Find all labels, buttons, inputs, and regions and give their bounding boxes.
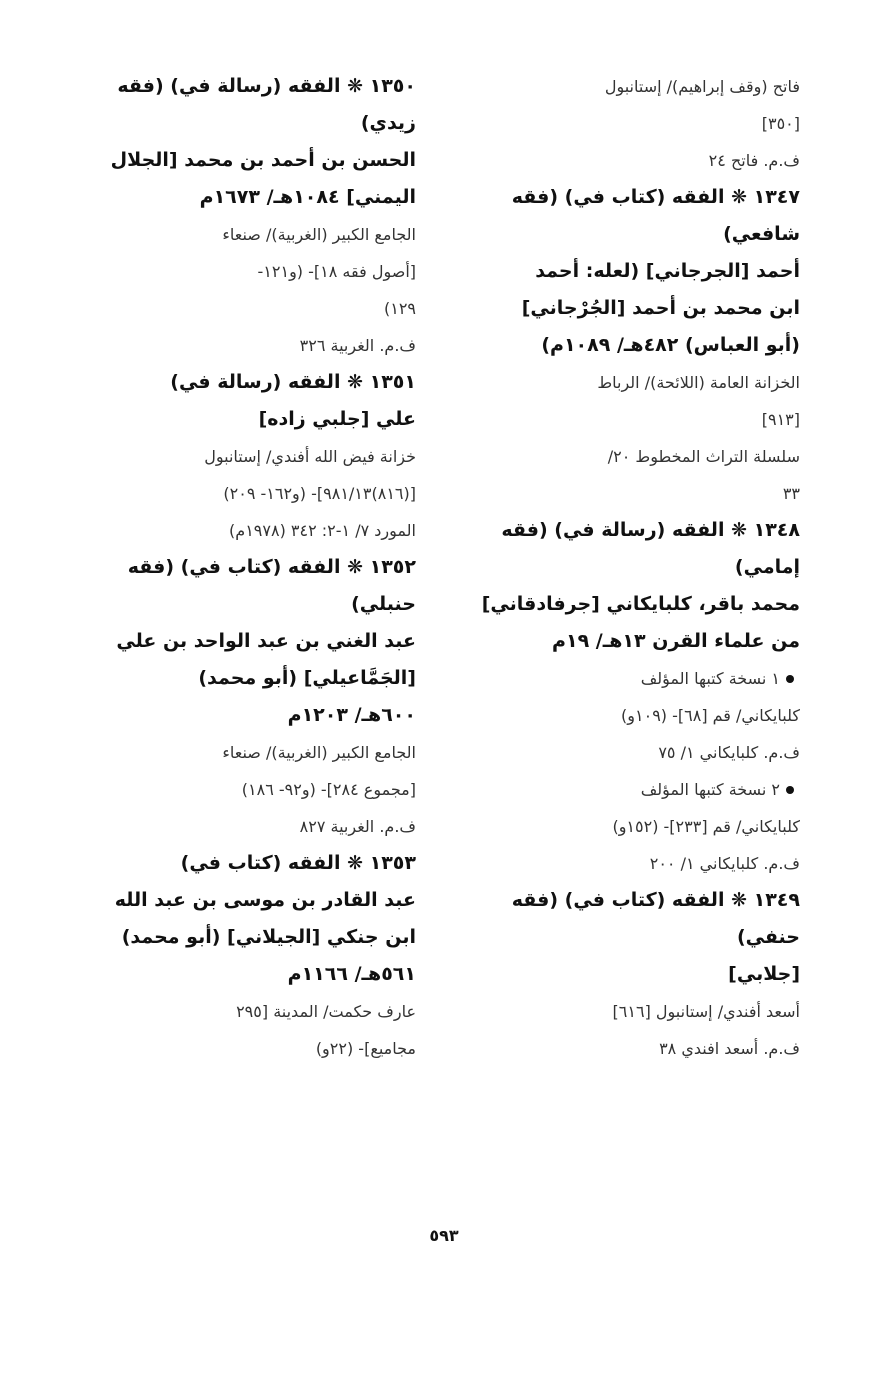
entry-1347 xyxy=(468,179,800,512)
entry-1351 xyxy=(76,364,416,549)
author-line: أحمد [الجرجاني] (لعله: أحمد xyxy=(535,260,800,282)
author-line: [جلابي] xyxy=(728,963,800,985)
copy-label xyxy=(468,771,800,808)
source-line: [٩١٣] xyxy=(761,410,800,429)
source-line: فاتح (وقف إبراهيم)/ إستانبول xyxy=(604,77,800,96)
source-line: [٣٥٠] xyxy=(761,114,800,133)
reference-line: ف.م. الغربية ٣٢٦ xyxy=(299,336,416,355)
entry-heading: ١٣٤٨ ❋ الفقه (رسالة في) (فقه xyxy=(501,519,800,541)
author-line: ٥٦١هـ/ ١١٦٦م xyxy=(287,963,416,985)
reference-line: ف.م. أسعد افندي ٣٨ xyxy=(659,1039,800,1058)
author-line: من علماء القرن ١٣هـ/ ١٩م xyxy=(552,630,800,652)
author-line: (أبو العباس) ٤٨٢هـ/ ١٠٨٩م) xyxy=(541,334,800,356)
author-line: ابن محمد بن أحمد [الجُرْجاني] xyxy=(521,297,800,319)
entry-heading: ١٣٤٧ ❋ الفقه (كتاب في) (فقه xyxy=(511,186,800,208)
source-line: [(٨١٦)٩٨١/١٣]- (و١٦٢- ٢٠٩) xyxy=(223,484,416,503)
source-line: [مجموع ٢٨٤]- (و٩٢- ١٨٦) xyxy=(241,780,416,799)
reference-line: المورد ٧/ ١-٢: ٣٤٢ (١٩٧٨م) xyxy=(229,521,416,540)
left-column xyxy=(76,68,416,1067)
copy-location: كلبايكاني/ قم [٦٨]- (١٠٩و) xyxy=(621,706,800,725)
entry-heading: ١٣٤٩ ❋ الفقه (كتاب في) (فقه xyxy=(511,889,800,911)
entry-heading: حنبلي) xyxy=(351,593,416,615)
source-line: مجاميع]- (٢٢و) xyxy=(315,1039,416,1058)
reference-line: ف.م. الغربية ٨٢٧ xyxy=(299,817,416,836)
entry-heading: ١٣٥٢ ❋ الفقه (كتاب في) (فقه xyxy=(127,556,416,578)
entry-heading: شافعي) xyxy=(723,223,800,245)
right-column xyxy=(468,68,800,1067)
source-line: ٣٣ xyxy=(782,484,800,503)
source-line: عارف حكمت/ المدينة [٢٩٥ xyxy=(236,1002,416,1021)
author-line: اليمني] ١٠٨٤هـ/ ١٦٧٣م xyxy=(199,186,416,208)
author-line: عبد القادر بن موسى بن عبد الله xyxy=(114,889,416,911)
copy-reference: ف.م. كلبايكاني ١/ ٧٥ xyxy=(658,743,800,762)
source-line: سلسلة التراث المخطوط ٢٠/ xyxy=(607,447,800,466)
author-line: الحسن بن أحمد بن محمد [الجلال xyxy=(110,149,416,171)
entry-1350 xyxy=(76,68,416,364)
entry-1352 xyxy=(76,549,416,845)
entry-heading: ١٣٥٣ ❋ الفقه (كتاب في) xyxy=(180,852,416,874)
copy-label-text: ٢ نسخة كتبها المؤلف xyxy=(640,780,780,799)
entry-1349 xyxy=(468,882,800,1067)
entry-1348 xyxy=(468,512,800,882)
copy-reference: ف.م. كلبايكاني ١/ ٢٠٠ xyxy=(649,854,800,873)
author-line: علي [جلبي زاده] xyxy=(258,408,416,430)
entry-heading: إمامي) xyxy=(734,556,800,578)
author-line: محمد باقر، كلبايكاني [جرفادقاني] xyxy=(481,593,800,615)
entry-heading: ١٣٥١ ❋ الفقه (رسالة في) xyxy=(170,371,416,393)
entry-heading: ١٣٥٠ ❋ الفقه (رسالة في) (فقه xyxy=(117,75,416,97)
copy-location: كلبايكاني/ قم [٢٣٣]- (١٥٢و) xyxy=(612,817,800,836)
author-line: [الجَمَّاعيلي] (أبو محمد) xyxy=(198,667,416,689)
source-line: ١٢٩) xyxy=(383,299,416,318)
entry-1346-tail xyxy=(468,68,800,179)
source-line: خزانة فيض الله أفندي/ إستانبول xyxy=(204,447,416,466)
source-line: أسعد أفندي/ إستانبول [٦١٦] xyxy=(612,1002,800,1021)
bullet-icon xyxy=(786,786,794,794)
entry-1353 xyxy=(76,845,416,1067)
source-line: الخزانة العامة (اللائحة)/ الرباط xyxy=(597,373,800,392)
author-line: ابن جنكي [الجيلاني] (أبو محمد) xyxy=(121,926,416,948)
author-line: عبد الغني بن عبد الواحد بن علي xyxy=(116,630,416,652)
bullet-icon xyxy=(786,675,794,683)
entry-heading: زيدي) xyxy=(360,112,416,134)
author-line: ٦٠٠هـ/ ١٢٠٣م xyxy=(287,704,416,726)
entry-heading: حنفي) xyxy=(736,926,800,948)
copy-label xyxy=(468,660,800,697)
copy-label-text: ١ نسخة كتبها المؤلف xyxy=(640,669,780,688)
source-line: الجامع الكبير (الغربية)/ صنعاء xyxy=(222,743,416,762)
page-number: ٥٩٣ xyxy=(429,1226,459,1245)
reference-line: ف.م. فاتح ٢٤ xyxy=(708,151,800,170)
source-line: [أصول فقه ١٨]- (و١٢١- xyxy=(257,262,416,281)
source-line: الجامع الكبير (الغربية)/ صنعاء xyxy=(222,225,416,244)
